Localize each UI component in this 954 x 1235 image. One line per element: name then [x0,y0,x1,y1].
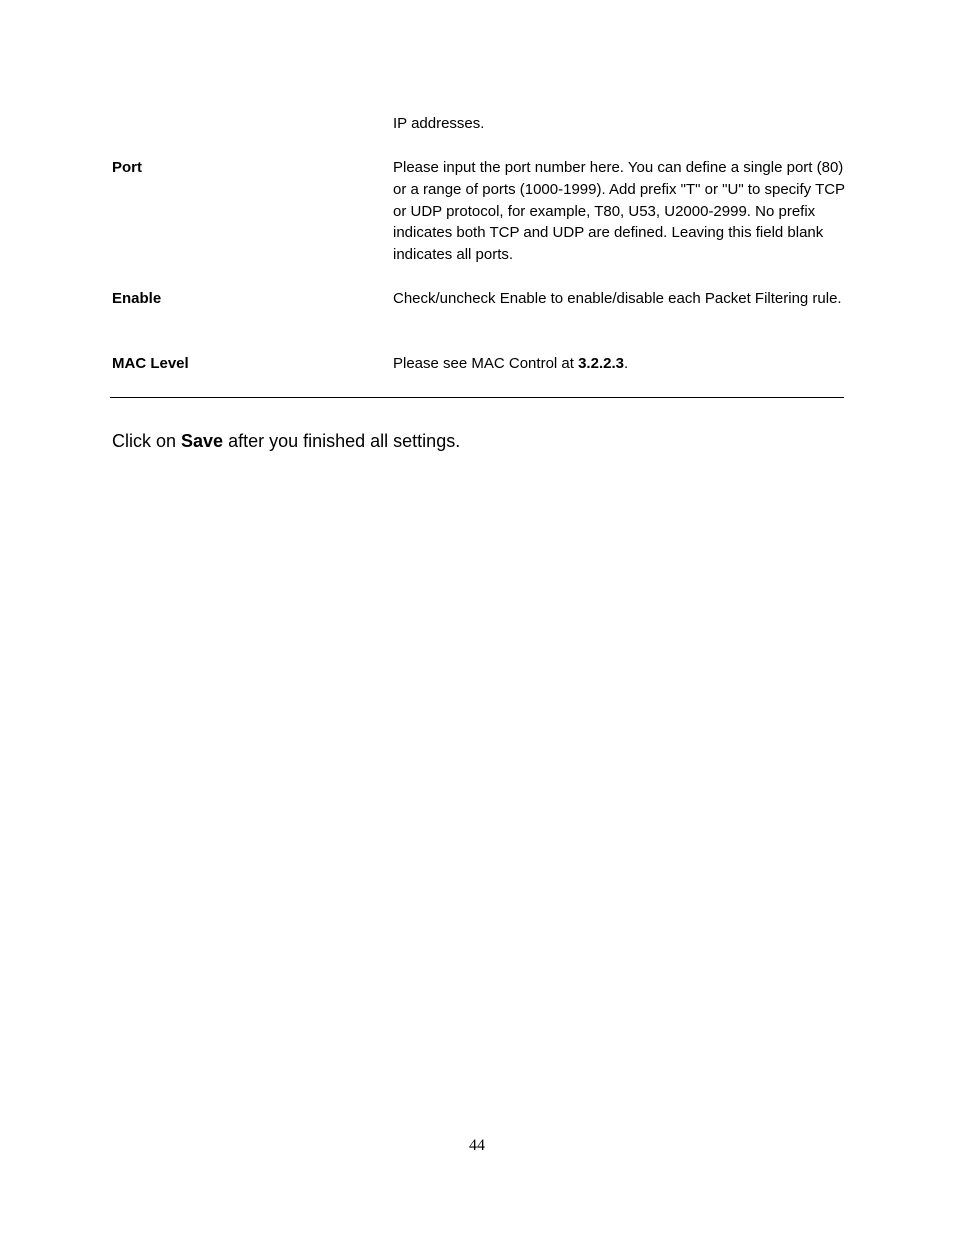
definition-term: MAC Level [112,355,189,372]
definition-description [393,353,845,375]
description-text: Please see MAC Control at [393,355,579,372]
table-bottom-rule [110,397,844,398]
instruction-note [112,429,844,453]
definition-description: IP addresses. [393,115,485,132]
section-reference: 3.2.2.3 [578,355,624,372]
definition-term: Port [112,159,142,176]
description-text-end: . [623,355,629,372]
note-text: Click on [112,431,182,451]
definition-description: Check/uncheck Enable to enable/disable each Packet Filtering rule. [393,290,842,307]
definition-term: Enable [112,290,162,307]
definition-description: Please input the port number here. You can define a single port (80) or a range of ports (1000-1999). Add prefix "T" or "U" to specify TCP or UDP protocol, for example, T80, U53, U2000-2999. No prefix indicates both TCP and UDP are defined. Leaving this field blank indicates all ports. [393,159,845,263]
save-keyword: Save [181,431,224,451]
page-number: 44 [469,1137,485,1154]
note-text-end: after you finished all settings. [223,431,461,451]
